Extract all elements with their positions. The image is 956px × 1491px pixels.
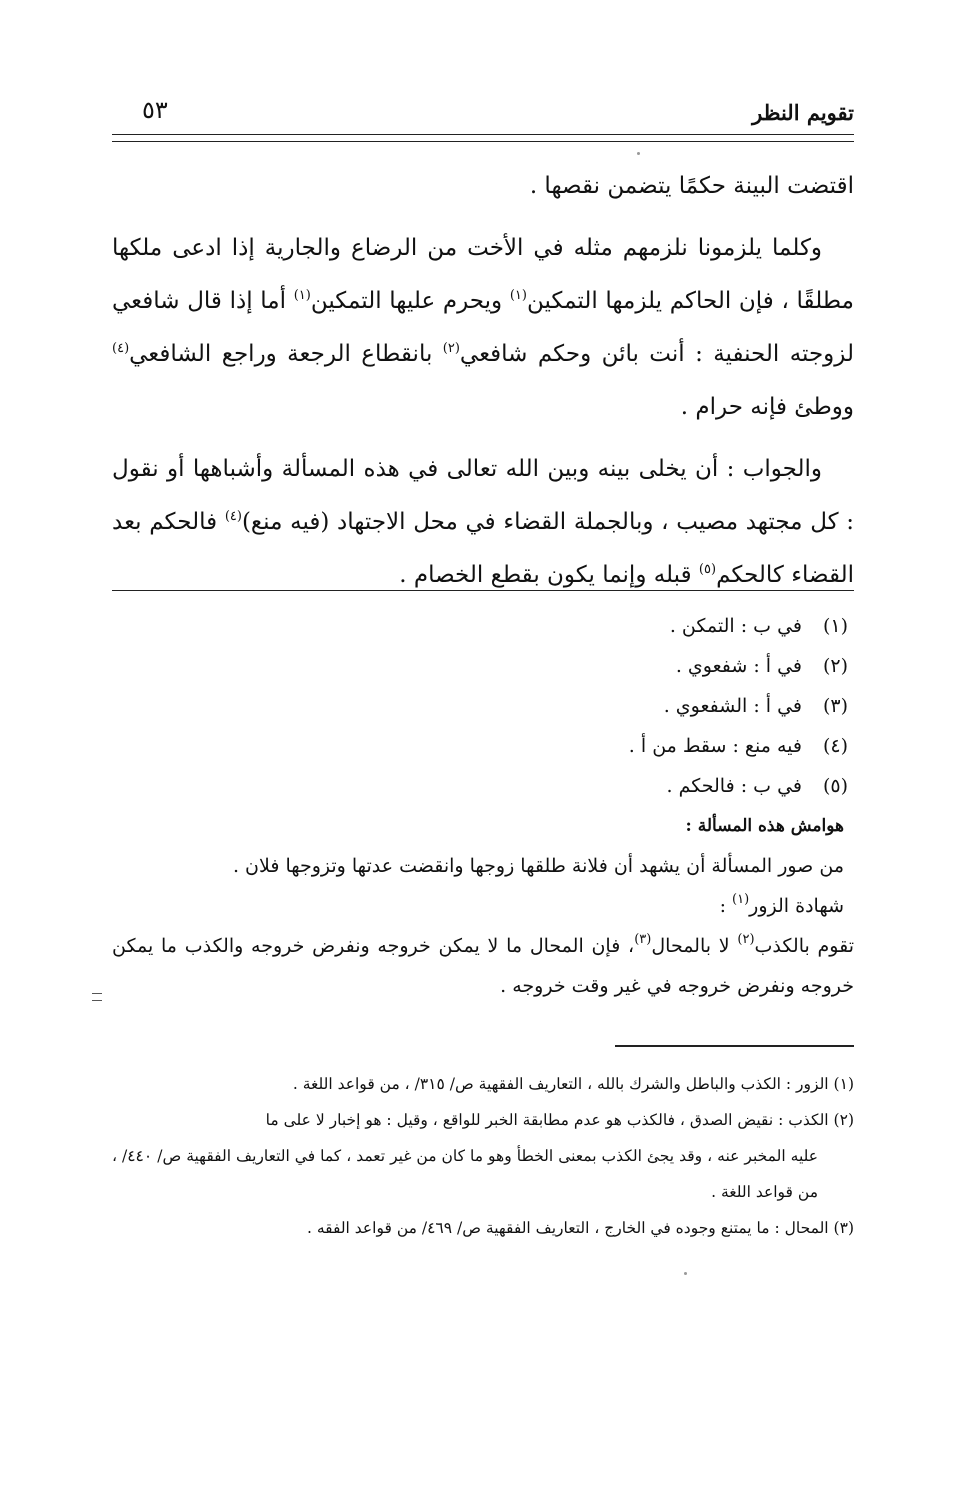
footnote-text: الكذب : نقيض الصدق ، فالكذب هو عدم مطابقة الخبر للواقع ، وقيل : هو إخبار لا على ما xyxy=(265,1111,829,1129)
footnote xyxy=(112,1210,854,1246)
paragraph-2 xyxy=(112,222,854,434)
footnote-ref[interactable]: (١) xyxy=(293,288,311,303)
footnote-ref[interactable]: (٥) xyxy=(698,562,717,577)
footnote-number: (١) xyxy=(833,1075,854,1093)
header-rule-bottom xyxy=(112,141,854,142)
margin-note-paragraph xyxy=(112,926,854,1006)
footnote-number: (٣) xyxy=(833,1219,854,1237)
note-item xyxy=(112,726,854,766)
paragraph-3-text: والجواب : أن يخلى بينه وبين الله تعالى في هذه المسألة وأشباهها أو نقول : كل مجتهد مصيب ، وبالجملة القضاء في محل الاجتهاد (فيه منع) xyxy=(112,456,854,535)
margin-mark xyxy=(92,993,102,1001)
footnote-ref[interactable]: (١) xyxy=(509,288,527,303)
margin-note-line: من صور المسألة أن يشهد أن فلانة طلقها زوجها وانقضت عدتها وتزوجها فلان . xyxy=(232,855,844,877)
note-text: في ب : فالحكم . xyxy=(666,775,802,797)
note-item xyxy=(112,686,854,726)
margin-note-text: : xyxy=(719,895,733,917)
paragraph-2-text: بانقطاع الرجعة وراجع الشافعي xyxy=(129,341,443,367)
note-number: (٤) xyxy=(822,735,848,757)
header-rule-top xyxy=(112,134,854,135)
note-item xyxy=(112,766,854,806)
footnote-ref[interactable]: (٣) xyxy=(634,932,652,947)
margin-note-line xyxy=(112,886,854,926)
footnote-ref[interactable]: (٤) xyxy=(224,509,242,524)
footnote xyxy=(112,1066,854,1102)
footnote-number: (٢) xyxy=(833,1111,854,1129)
page-number: ٥٣ xyxy=(142,96,168,124)
paragraph-1 xyxy=(112,160,854,213)
paragraph-2-text: ويحرم عليها التمكين xyxy=(310,288,510,314)
note-item xyxy=(112,606,854,646)
main-text xyxy=(112,160,854,602)
speck xyxy=(637,152,640,155)
footnote-ref[interactable]: (٢) xyxy=(442,341,460,356)
running-title: تقويم النظر xyxy=(752,100,854,125)
note-item xyxy=(112,646,854,686)
variant-notes xyxy=(112,606,854,1006)
margin-note-text: ، فإن المحال ما لا يمكن خروجه ونفرض خروجه والكذب ما يمكن خروجه ونفرض خروجه في غير وقت خروجه . xyxy=(112,935,854,997)
note-number: (٥) xyxy=(822,775,848,797)
paragraph-2-text: ووطئ فإنه حرام . xyxy=(680,394,854,420)
note-number: (١) xyxy=(822,615,848,637)
footnote-ref[interactable]: (١) xyxy=(732,892,750,907)
notes-separator xyxy=(112,590,854,591)
paragraph-2-text: وكلما يلزمونا نلزمهم مثله في الأخت من الرضاع والجارية إذا ادعى ملكها مطلقًا ، فإن الحاكم يلزمها التمكين xyxy=(112,235,854,314)
note-text: في ب : التمكن . xyxy=(669,615,802,637)
footnote-continuation: عليه المخبر عنه ، وقد يجئ الكذب بمعنى الخطأ وهو ما كان من غير تعمد ، كما في التعاريف الفقهية ص/ ٤٤٠/ ، من قواعد اللغة . xyxy=(112,1147,818,1201)
note-text: في أ : الشفعوي . xyxy=(663,695,802,717)
margin-note-text: شهادة الزور xyxy=(749,895,844,917)
note-number: (٢) xyxy=(822,655,848,677)
paragraph-1-text: اقتضت البينة حكمًا يتضمن نقصها . xyxy=(529,173,854,199)
margin-note-text: تقوم بالكذب xyxy=(754,935,854,957)
note-text: فيه منع : سقط من أ . xyxy=(628,735,802,757)
margin-note-text: لا بالمحال xyxy=(651,935,738,957)
speck xyxy=(684,1272,687,1275)
footnote xyxy=(112,1102,854,1210)
margin-notes-heading: هوامش هذه المسألة : xyxy=(685,816,844,836)
footnote-ref[interactable]: (٤) xyxy=(112,341,130,356)
note-text: في أ : شفعوي . xyxy=(675,655,802,677)
footnote-separator xyxy=(615,1045,854,1047)
note-number: (٣) xyxy=(822,695,848,717)
paragraph-3-text: قبله وإنما يكون بقطع الخصام . xyxy=(399,562,699,588)
footnotes xyxy=(112,1066,854,1246)
paragraph-3 xyxy=(112,443,854,602)
footnote-text: المحال : ما يمتنع وجوده في الخارج ، التعاريف الفقهية ص/ ٤٦٩/ من قواعد الفقه . xyxy=(306,1219,829,1237)
paragraph-3-text: فالحكم بعد القضاء كالحكم xyxy=(112,509,854,588)
footnote-ref[interactable]: (٢) xyxy=(737,932,755,947)
paragraph-2-text: أما إذا قال شافعي لزوجته الحنفية : أنت بائن وحكم شافعي xyxy=(112,288,854,367)
footnote-text: الزور : الكذب والباطل والشرك بالله ، التعاريف الفقهية ص/ ٣١٥/ ، من قواعد اللغة . xyxy=(292,1075,829,1093)
page-header xyxy=(112,94,854,134)
